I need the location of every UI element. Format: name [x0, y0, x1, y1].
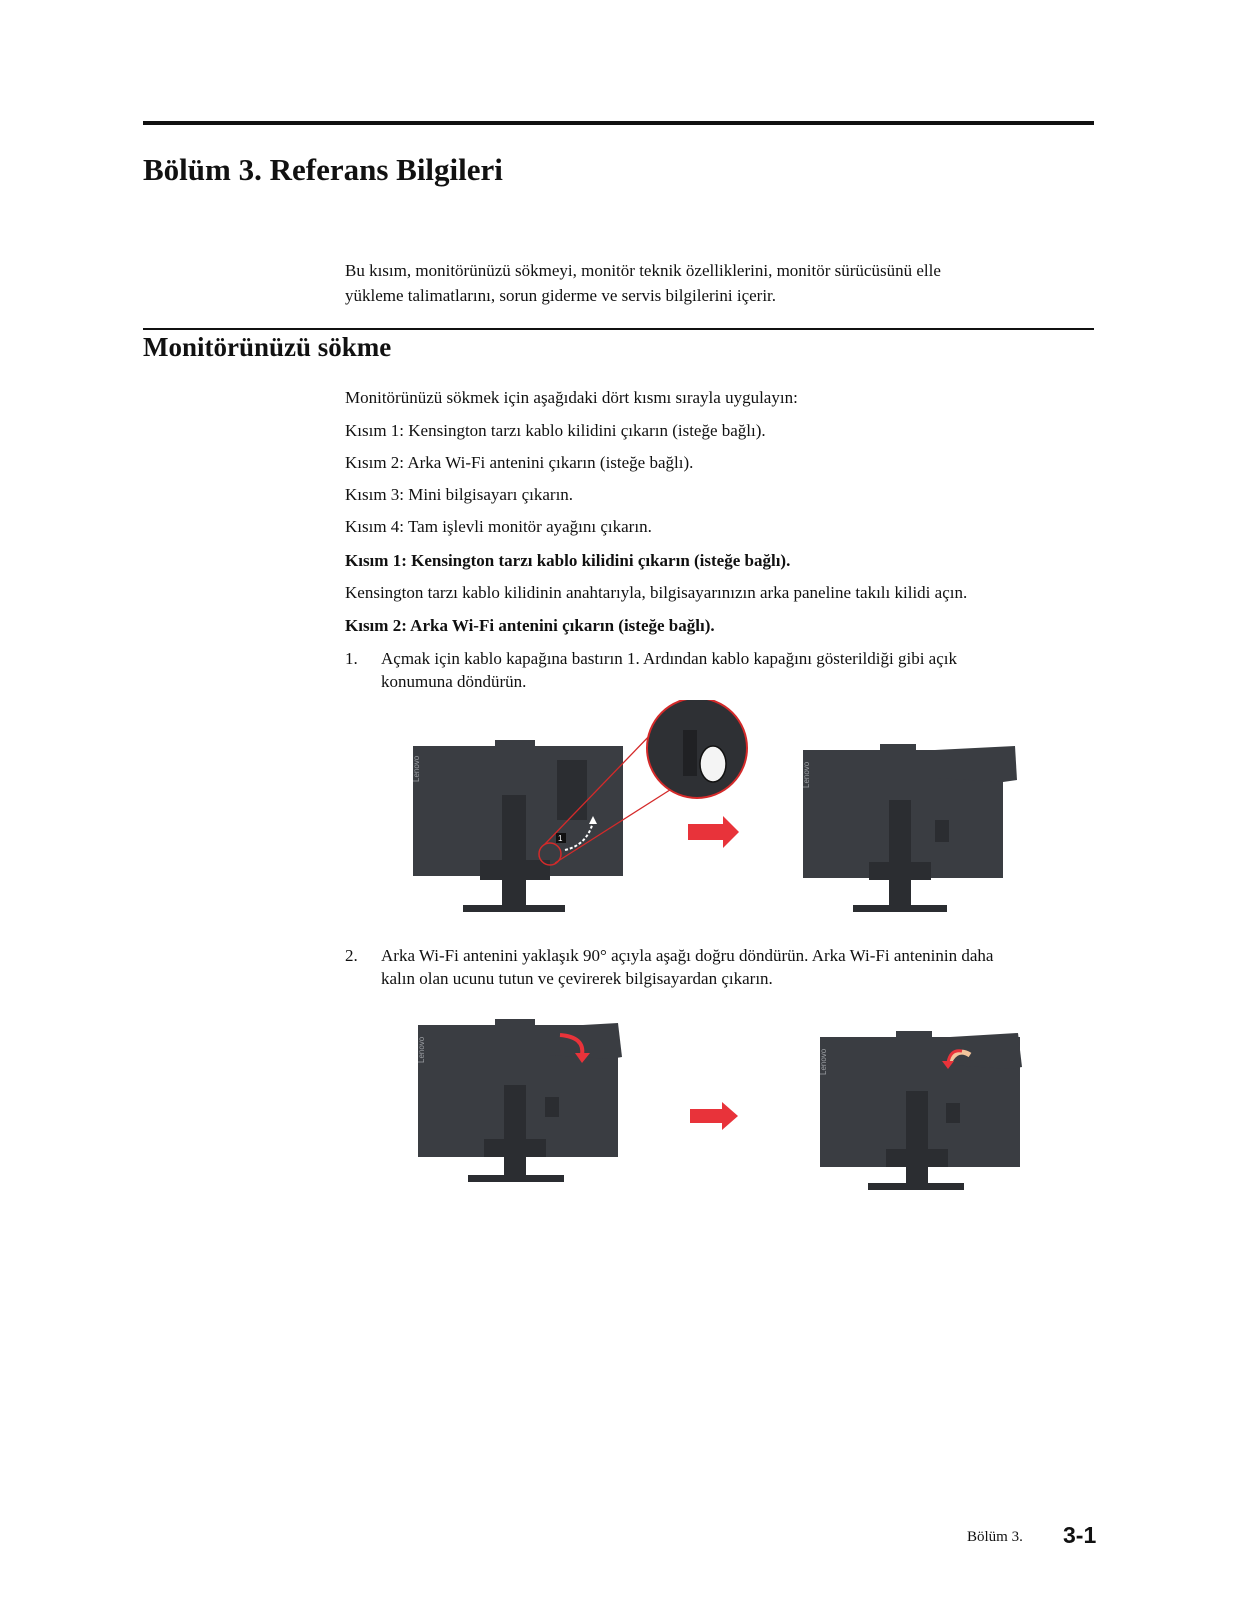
step-text-line2: konumuna döndürün. — [381, 672, 527, 691]
chapter-title: Bölüm 3. Referans Bilgileri — [143, 152, 503, 187]
step-number: 2. — [345, 946, 358, 965]
step-text-line1: Arka Wi-Fi antenini yaklaşık 90° açıyla aşağı doğru döndürün. Arka Wi-Fi anteninin daha — [381, 946, 994, 965]
part-list-item: Kısım 4: Tam işlevli monitör ayağını çıkarın. — [345, 517, 652, 536]
figure-antenna — [410, 1015, 1030, 1195]
section-lead: Monitörünüzü sökmek için aşağıdaki dört kısmı sırayla uygulayın: — [345, 388, 798, 407]
chapter-intro-line1: Bu kısım, monitörünüzü sökmeyi, monitör teknik özelliklerini, monitör sürücüsünü elle — [345, 261, 941, 280]
chapter-intro-line2: yükleme talimatlarını, sorun giderme ve servis bilgilerini içerir. — [345, 286, 777, 305]
arrow-right-icon — [688, 816, 739, 848]
arrow-right-icon — [690, 1102, 738, 1130]
step-text-line1: Açmak için kablo kapağına bastırın 1. Ardından kablo kapağını gösterildiği gibi açık — [381, 649, 957, 668]
part1-heading: Kısım 1: Kensington tarzı kablo kilidini çıkarın (isteğe bağlı). — [345, 551, 791, 570]
figure-antenna-illustration — [410, 1015, 1030, 1195]
monitor-back-before — [412, 740, 623, 912]
figure-cable-cover-illustration — [405, 700, 1025, 920]
step-text-line2: kalın olan ucunu tutun ve çevirerek bilgisayardan çıkarın. — [381, 969, 773, 988]
step-1 — [345, 647, 1095, 693]
step-number: 1. — [345, 649, 358, 668]
lenovo-label: Lenovo — [412, 755, 421, 782]
footer-chapter-label: Bölüm 3. — [967, 1529, 1023, 1545]
lenovo-label: Lenovo — [819, 1048, 828, 1075]
page-number: 3-1 — [1063, 1522, 1097, 1548]
part-list-item: Kısım 2: Arka Wi-Fi antenini çıkarın (isteğe bağlı). — [345, 453, 694, 472]
part-list-item: Kısım 1: Kensington tarzı kablo kilidini çıkarın (isteğe bağlı). — [345, 421, 766, 440]
figure-cable-cover — [405, 700, 1025, 920]
part-list-item: Kısım 3: Mini bilgisayarı çıkarın. — [345, 485, 574, 504]
finger-icon — [700, 746, 726, 782]
chapter-top-rule — [143, 121, 1094, 125]
part1-text: Kensington tarzı kablo kilidinin anahtarıyla, bilgisayarınızın arka paneline takılı kilidi açın. — [345, 583, 968, 602]
lenovo-label: Lenovo — [802, 761, 811, 788]
monitor-back-after — [802, 744, 1017, 912]
part2-heading: Kısım 2: Arka Wi-Fi antenini çıkarın (isteğe bağlı). — [345, 616, 715, 635]
section-title: Monitörünüzü sökme — [143, 332, 392, 362]
step-2 — [345, 944, 1095, 990]
lenovo-label: Lenovo — [417, 1036, 426, 1063]
monitor-back-antenna-rotate — [417, 1019, 622, 1182]
callout-number: 1 — [558, 834, 563, 843]
monitor-back-antenna-remove — [819, 1031, 1022, 1190]
